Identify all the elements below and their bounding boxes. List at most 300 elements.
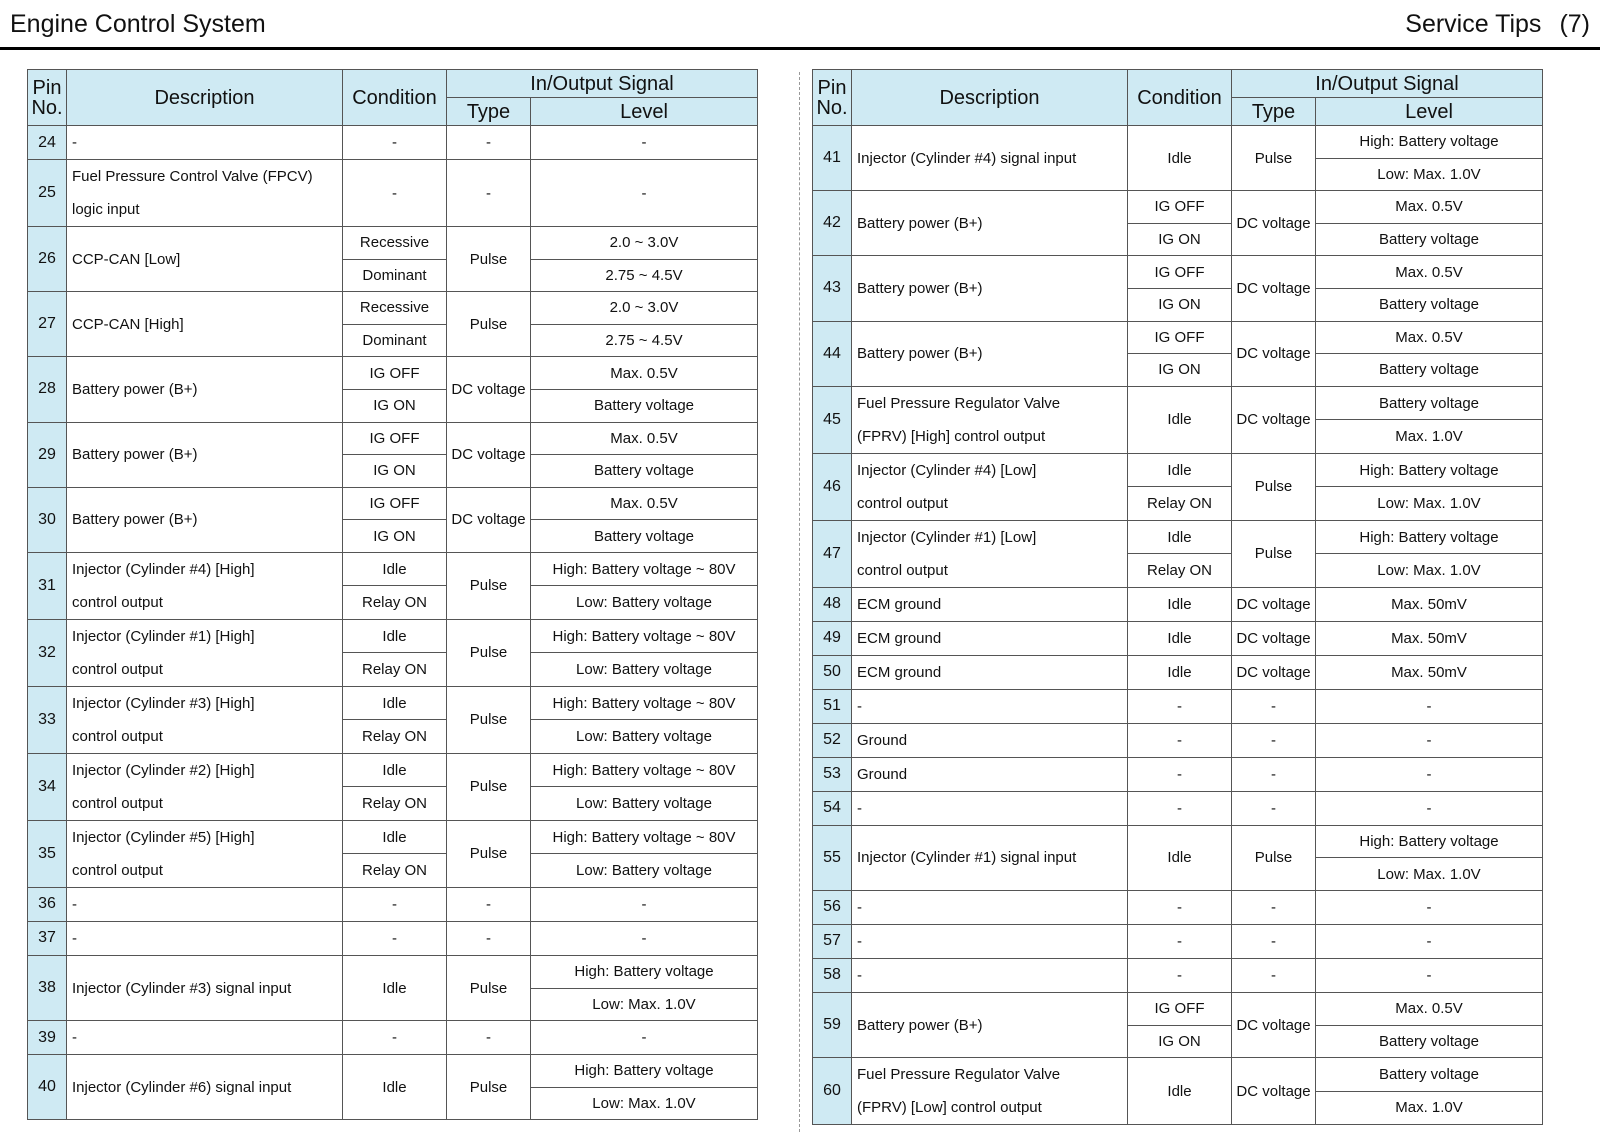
level-cell: Max. 0.5V — [1316, 256, 1543, 289]
type-cell: DC voltage — [1232, 321, 1316, 386]
description-line: - — [857, 932, 862, 950]
type-cell: Pulse — [1232, 126, 1316, 191]
description-line: CCP-CAN [High] — [72, 315, 184, 333]
pin-number: 33 — [28, 686, 67, 753]
level-cell: Low: Battery voltage — [531, 586, 758, 620]
type-cell: Pulse — [1232, 825, 1316, 890]
table-row — [813, 126, 1543, 159]
condition-cell: - — [1128, 757, 1232, 791]
condition-cell: Relay ON — [343, 720, 447, 754]
pin-number: 49 — [813, 621, 852, 655]
level-cell: Battery voltage — [1316, 223, 1543, 256]
pin-number: 47 — [813, 520, 852, 587]
condition-cell: Relay ON — [343, 854, 447, 888]
description-line: Injector (Cylinder #4) [High] — [72, 560, 255, 578]
description-line: Injector (Cylinder #6) signal input — [72, 1078, 292, 1096]
condition-cell: - — [1128, 890, 1232, 924]
description-line: Injector (Cylinder #1) [High] — [72, 627, 255, 645]
condition-cell: Recessive — [343, 292, 447, 325]
description-line: control output — [857, 494, 948, 512]
level-cell: 2.75 ~ 4.5V — [531, 259, 758, 292]
table-row — [28, 292, 758, 325]
pin-number: 26 — [28, 227, 67, 292]
condition-cell: - — [343, 126, 447, 160]
pin-description — [852, 655, 1128, 689]
pin-number: 35 — [28, 820, 67, 887]
header-pin: Pin No. — [813, 70, 852, 126]
description-line: Fuel Pressure Regulator Valve — [857, 1066, 1061, 1084]
description-line: Battery power (B+) — [857, 1016, 983, 1034]
condition-cell: Relay ON — [343, 787, 447, 821]
level-cell: High: Battery voltage — [1316, 825, 1543, 858]
level-cell: High: Battery voltage — [531, 955, 758, 988]
description-line: ECM ground — [857, 629, 942, 647]
pin-number: 46 — [813, 453, 852, 520]
description-line: control output — [72, 861, 163, 879]
level-cell: High: Battery voltage — [1316, 520, 1543, 554]
condition-cell: IG OFF — [1128, 321, 1232, 354]
pin-number: 48 — [813, 587, 852, 621]
pin-description — [852, 958, 1128, 992]
condition-cell: IG ON — [343, 389, 447, 422]
type-cell: DC voltage — [1232, 386, 1316, 453]
table-row — [813, 890, 1543, 924]
level-cell: - — [1316, 791, 1543, 825]
description-line: - — [72, 929, 77, 947]
table-row — [28, 227, 758, 260]
header-level: Level — [1316, 98, 1543, 126]
level-cell: High: Battery voltage ~ 80V — [531, 619, 758, 653]
level-cell: High: Battery voltage ~ 80V — [531, 820, 758, 854]
table-row — [813, 453, 1543, 487]
pin-description — [67, 292, 343, 357]
section-label — [1405, 10, 1590, 39]
pin-number: 36 — [28, 887, 67, 921]
type-cell: Pulse — [447, 227, 531, 292]
table-row — [28, 422, 758, 455]
page-number: (7) — [1559, 10, 1590, 38]
header-signal: In/Output Signal — [447, 70, 758, 98]
description-line: - — [857, 697, 862, 715]
table-row — [813, 621, 1543, 655]
header-description: Description — [852, 70, 1128, 126]
pin-description — [67, 887, 343, 921]
condition-cell: Idle — [1128, 655, 1232, 689]
type-cell: DC voltage — [447, 357, 531, 422]
table-row — [28, 487, 758, 520]
type-cell: Pulse — [1232, 520, 1316, 587]
header-type: Type — [447, 98, 531, 126]
header-type: Type — [1232, 98, 1316, 126]
type-cell: Pulse — [447, 753, 531, 820]
pin-number: 55 — [813, 825, 852, 890]
description-line: Fuel Pressure Regulator Valve — [857, 394, 1061, 412]
description-line: - — [72, 134, 77, 151]
description-line: Battery power (B+) — [72, 511, 198, 529]
description-line: CCP-CAN [Low] — [72, 250, 181, 268]
type-cell: DC voltage — [447, 422, 531, 487]
pin-number: 53 — [813, 757, 852, 791]
condition-cell: IG OFF — [343, 422, 447, 455]
description-line: - — [857, 898, 862, 916]
pin-number: 34 — [28, 753, 67, 820]
pin-description — [67, 753, 343, 820]
pin-number: 54 — [813, 791, 852, 825]
pin-description — [852, 689, 1128, 723]
level-cell: Max. 1.0V — [1316, 420, 1543, 454]
table-row — [813, 723, 1543, 757]
description-line: Injector (Cylinder #4) [Low] — [857, 461, 1037, 479]
pin-description — [852, 924, 1128, 958]
condition-cell: IG OFF — [1128, 191, 1232, 224]
level-cell: High: Battery voltage — [1316, 126, 1543, 159]
type-cell: Pulse — [447, 619, 531, 686]
level-cell: Low: Max. 1.0V — [1316, 487, 1543, 521]
table-row — [813, 992, 1543, 1025]
description-line: control output — [72, 660, 163, 678]
pin-description — [67, 227, 343, 292]
type-cell: Pulse — [447, 292, 531, 357]
type-cell: - — [447, 887, 531, 921]
type-cell: Pulse — [447, 820, 531, 887]
pin-description — [852, 191, 1128, 256]
pin-description — [852, 126, 1128, 191]
type-cell: - — [1232, 924, 1316, 958]
level-cell: Low: Max. 1.0V — [531, 988, 758, 1021]
type-cell: Pulse — [447, 552, 531, 619]
pin-number: 28 — [28, 357, 67, 422]
table-row — [28, 1021, 758, 1055]
level-cell: Max. 50mV — [1316, 587, 1543, 621]
pin-description — [67, 921, 343, 955]
description-line: Battery power (B+) — [857, 214, 983, 232]
level-cell: Max. 0.5V — [1316, 992, 1543, 1025]
description-line: control output — [857, 561, 948, 579]
level-cell: Max. 50mV — [1316, 621, 1543, 655]
pin-number: 51 — [813, 689, 852, 723]
pin-number: 44 — [813, 321, 852, 386]
condition-cell: - — [1128, 791, 1232, 825]
level-cell: - — [1316, 924, 1543, 958]
description-line: logic input — [72, 201, 140, 218]
condition-cell: Relay ON — [343, 586, 447, 620]
type-cell: DC voltage — [1232, 992, 1316, 1057]
condition-cell: IG ON — [1128, 354, 1232, 387]
type-cell: Pulse — [447, 686, 531, 753]
type-cell: DC voltage — [1232, 191, 1316, 256]
level-cell: - — [531, 160, 758, 227]
pin-number: 31 — [28, 552, 67, 619]
pin-description — [852, 757, 1128, 791]
description-line: - — [72, 895, 77, 913]
pin-number: 32 — [28, 619, 67, 686]
level-cell: - — [531, 921, 758, 955]
level-cell: Battery voltage — [531, 389, 758, 422]
description-line: ECM ground — [857, 595, 942, 613]
pin-number: 29 — [28, 422, 67, 487]
pin-description — [67, 955, 343, 1020]
level-cell: Low: Battery voltage — [531, 787, 758, 821]
level-cell: High: Battery voltage ~ 80V — [531, 552, 758, 586]
condition-cell: Relay ON — [1128, 487, 1232, 521]
level-cell: Low: Battery voltage — [531, 720, 758, 754]
condition-cell: IG OFF — [343, 357, 447, 390]
pin-description — [852, 587, 1128, 621]
pin-number: 37 — [28, 921, 67, 955]
type-cell: Pulse — [447, 1055, 531, 1120]
pin-number: 58 — [813, 958, 852, 992]
header-condition: Condition — [343, 70, 447, 126]
pin-number: 27 — [28, 292, 67, 357]
type-cell: - — [1232, 723, 1316, 757]
table-row — [813, 587, 1543, 621]
level-cell: Max. 0.5V — [1316, 191, 1543, 224]
condition-cell: IG ON — [343, 520, 447, 553]
pin-number: 52 — [813, 723, 852, 757]
description-line: Injector (Cylinder #4) signal input — [857, 149, 1077, 167]
pin-number: 39 — [28, 1021, 67, 1055]
pin-description — [67, 1055, 343, 1120]
condition-cell: Dominant — [343, 259, 447, 292]
header-condition: Condition — [1128, 70, 1232, 126]
description-line: ECM ground — [857, 663, 942, 681]
condition-cell: Recessive — [343, 227, 447, 260]
table-row — [813, 1058, 1543, 1092]
condition-cell: Idle — [1128, 587, 1232, 621]
level-cell: Max. 0.5V — [531, 422, 758, 455]
pin-description — [67, 1021, 343, 1055]
condition-cell: Idle — [1128, 621, 1232, 655]
table-row — [813, 757, 1543, 791]
table-row — [28, 887, 758, 921]
pin-description — [67, 126, 343, 160]
pin-description — [852, 992, 1128, 1057]
level-cell: Battery voltage — [531, 455, 758, 488]
level-cell: Low: Max. 1.0V — [1316, 554, 1543, 588]
level-cell: Battery voltage — [1316, 1025, 1543, 1058]
level-cell: Low: Max. 1.0V — [1316, 858, 1543, 891]
condition-cell: IG ON — [1128, 223, 1232, 256]
pin-table-left — [27, 69, 758, 1120]
pin-number: 45 — [813, 386, 852, 453]
level-cell: Battery voltage — [1316, 386, 1543, 420]
condition-cell: Idle — [1128, 520, 1232, 554]
pin-description — [852, 890, 1128, 924]
page-header — [0, 0, 1600, 50]
pin-description — [67, 820, 343, 887]
level-cell: Battery voltage — [1316, 288, 1543, 321]
condition-cell: - — [1128, 689, 1232, 723]
description-line: (FPRV) [High] control output — [857, 427, 1046, 445]
table-row — [28, 552, 758, 586]
condition-cell: Idle — [343, 619, 447, 653]
level-cell: High: Battery voltage ~ 80V — [531, 753, 758, 787]
description-line: Battery power (B+) — [857, 279, 983, 297]
pin-description — [852, 825, 1128, 890]
condition-cell: Idle — [343, 552, 447, 586]
type-cell: - — [447, 1021, 531, 1055]
type-cell: - — [1232, 689, 1316, 723]
pin-description — [67, 422, 343, 487]
level-cell: Low: Battery voltage — [531, 653, 758, 687]
pin-description — [852, 453, 1128, 520]
level-cell: Max. 0.5V — [531, 487, 758, 520]
description-line: Injector (Cylinder #1) signal input — [857, 849, 1077, 867]
level-cell: Max. 0.5V — [531, 357, 758, 390]
table-row — [813, 825, 1543, 858]
description-line: Battery power (B+) — [857, 345, 983, 363]
condition-cell: Idle — [1128, 126, 1232, 191]
pin-number: 41 — [813, 126, 852, 191]
condition-cell: IG ON — [343, 455, 447, 488]
pin-number: 59 — [813, 992, 852, 1057]
table-row — [28, 820, 758, 854]
level-cell: - — [1316, 689, 1543, 723]
type-cell: DC voltage — [1232, 256, 1316, 321]
pin-description — [67, 487, 343, 552]
level-cell: Battery voltage — [1316, 354, 1543, 387]
level-cell: - — [1316, 958, 1543, 992]
level-cell: - — [1316, 890, 1543, 924]
type-cell: - — [1232, 890, 1316, 924]
pin-number: 43 — [813, 256, 852, 321]
description-line: Injector (Cylinder #1) [Low] — [857, 528, 1037, 546]
pin-description — [852, 791, 1128, 825]
table-row — [28, 753, 758, 787]
pin-description — [852, 256, 1128, 321]
level-cell: Max. 1.0V — [1316, 1091, 1543, 1125]
pin-description — [852, 386, 1128, 453]
type-cell: - — [1232, 757, 1316, 791]
table-row — [28, 126, 758, 160]
pin-description — [852, 1058, 1128, 1125]
condition-cell: Idle — [343, 753, 447, 787]
condition-cell: - — [1128, 723, 1232, 757]
condition-cell: Idle — [343, 820, 447, 854]
level-cell: - — [1316, 723, 1543, 757]
pin-number: 25 — [28, 160, 67, 227]
column-divider — [799, 72, 800, 1132]
condition-cell: IG ON — [1128, 1025, 1232, 1058]
level-cell: - — [531, 126, 758, 160]
level-cell: 2.0 ~ 3.0V — [531, 292, 758, 325]
table-row — [813, 924, 1543, 958]
table-row — [28, 686, 758, 720]
type-cell: - — [1232, 791, 1316, 825]
pin-number: 24 — [28, 126, 67, 160]
condition-cell: - — [1128, 958, 1232, 992]
table-row — [28, 357, 758, 390]
level-cell: Low: Max. 1.0V — [1316, 158, 1543, 191]
level-cell: - — [531, 1021, 758, 1055]
type-cell: - — [1232, 958, 1316, 992]
level-cell: Low: Battery voltage — [531, 854, 758, 888]
section-title: Service Tips — [1405, 10, 1542, 38]
level-cell: High: Battery voltage ~ 80V — [531, 686, 758, 720]
type-cell: DC voltage — [447, 487, 531, 552]
pin-number: 30 — [28, 487, 67, 552]
table-row — [813, 520, 1543, 554]
description-line: Fuel Pressure Control Valve (FPCV) — [72, 168, 313, 185]
condition-cell: - — [343, 921, 447, 955]
level-cell: 2.0 ~ 3.0V — [531, 227, 758, 260]
pin-description — [67, 357, 343, 422]
pin-description — [67, 686, 343, 753]
pin-number: 56 — [813, 890, 852, 924]
level-cell: 2.75 ~ 4.5V — [531, 324, 758, 357]
condition-cell: Idle — [1128, 386, 1232, 453]
condition-cell: Dominant — [343, 324, 447, 357]
description-line: Ground — [857, 731, 908, 749]
type-cell: Pulse — [1232, 453, 1316, 520]
description-line: (FPRV) [Low] control output — [857, 1099, 1042, 1117]
description-line: Injector (Cylinder #3) [High] — [72, 694, 255, 712]
header-pin: Pin No. — [28, 70, 67, 126]
description-line: - — [72, 1029, 77, 1047]
condition-cell: Idle — [343, 1055, 447, 1120]
level-cell: - — [531, 887, 758, 921]
page-title: Engine Control System — [10, 10, 266, 38]
level-cell: Battery voltage — [1316, 1058, 1543, 1092]
pin-number: 38 — [28, 955, 67, 1020]
condition-cell: - — [343, 160, 447, 227]
type-cell: DC voltage — [1232, 621, 1316, 655]
pin-table-right — [812, 69, 1543, 1125]
description-line: Battery power (B+) — [72, 446, 198, 464]
pin-description — [67, 160, 343, 227]
level-cell: High: Battery voltage — [1316, 453, 1543, 487]
level-cell: - — [1316, 757, 1543, 791]
table-row — [28, 1055, 758, 1088]
type-cell: DC voltage — [1232, 587, 1316, 621]
pin-description — [67, 552, 343, 619]
pin-description — [852, 321, 1128, 386]
table-row — [28, 921, 758, 955]
description-line: control output — [72, 593, 163, 611]
condition-cell: IG OFF — [1128, 256, 1232, 289]
description-line: - — [857, 966, 862, 984]
description-line: Battery power (B+) — [72, 380, 198, 398]
description-line: Injector (Cylinder #5) [High] — [72, 828, 255, 846]
condition-cell: Relay ON — [1128, 554, 1232, 588]
condition-cell: - — [343, 887, 447, 921]
level-cell: Battery voltage — [531, 520, 758, 553]
description-line: control output — [72, 727, 163, 745]
description-line: Injector (Cylinder #3) signal input — [72, 979, 292, 997]
type-cell: - — [447, 126, 531, 160]
table-row — [813, 386, 1543, 420]
condition-cell: - — [343, 1021, 447, 1055]
type-cell: - — [447, 160, 531, 227]
pin-description — [852, 520, 1128, 587]
type-cell: DC voltage — [1232, 655, 1316, 689]
pin-description — [67, 619, 343, 686]
table-row — [813, 655, 1543, 689]
pin-number: 57 — [813, 924, 852, 958]
level-cell: Max. 0.5V — [1316, 321, 1543, 354]
level-cell: Max. 50mV — [1316, 655, 1543, 689]
condition-cell: Idle — [343, 686, 447, 720]
pin-description — [852, 723, 1128, 757]
type-cell: DC voltage — [1232, 1058, 1316, 1125]
pin-number: 50 — [813, 655, 852, 689]
type-cell: Pulse — [447, 955, 531, 1020]
condition-cell: Idle — [1128, 1058, 1232, 1125]
table-row — [813, 958, 1543, 992]
description-line: Injector (Cylinder #2) [High] — [72, 761, 255, 779]
description-line: - — [857, 799, 862, 817]
table-row — [28, 955, 758, 988]
